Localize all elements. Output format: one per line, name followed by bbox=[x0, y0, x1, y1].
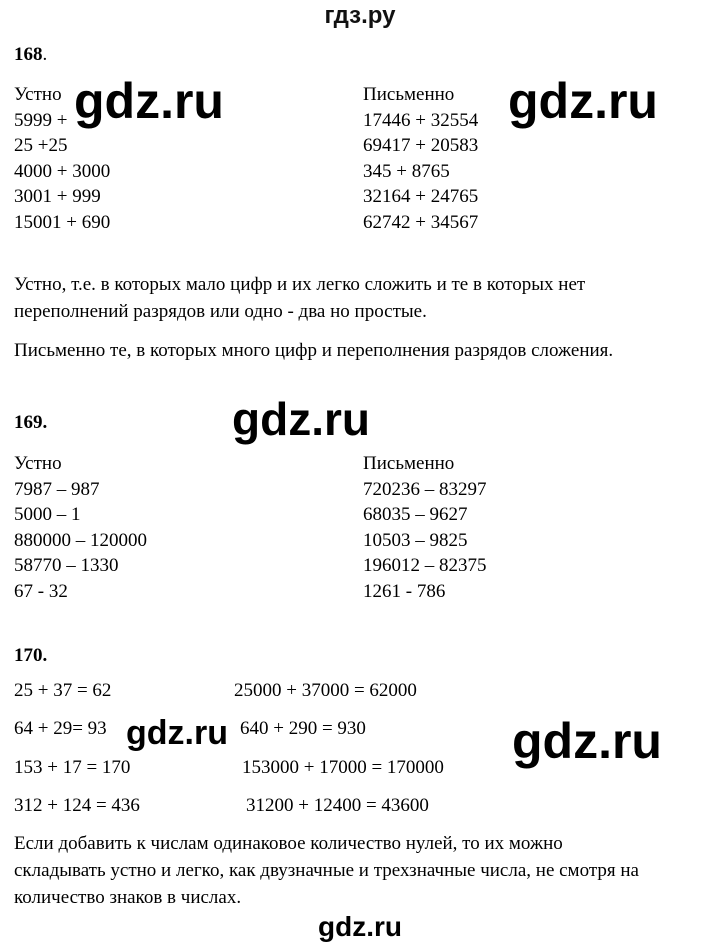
task-number-169: 169. bbox=[14, 412, 48, 433]
equation-right: 640 + 290 = 930 bbox=[240, 718, 366, 739]
task169-written-column bbox=[363, 451, 487, 604]
list-item: 58770 – 1330 bbox=[14, 555, 119, 576]
list-item: 720236 – 83297 bbox=[363, 478, 487, 500]
list-item: 345 + 8765 bbox=[363, 160, 450, 182]
conclusion-paragraph bbox=[14, 830, 639, 911]
task-number: 168 bbox=[14, 44, 43, 65]
list-item: 17446 + 32554 bbox=[363, 109, 479, 131]
task-number-168 bbox=[14, 44, 47, 66]
equation-left: 64 + 29= 93 bbox=[14, 718, 107, 739]
list-item: 25 +25 bbox=[14, 135, 68, 156]
equation-right: 153000 + 17000 = 170000 bbox=[242, 757, 444, 778]
list-item: 10503 – 9825 bbox=[363, 529, 468, 551]
watermark: gdz.ru bbox=[512, 713, 662, 769]
watermark: gdz.ru bbox=[508, 73, 658, 129]
written-heading: Письменно bbox=[363, 453, 455, 474]
list-item: 1261 - 786 bbox=[363, 580, 446, 602]
oral-heading: Устно bbox=[14, 84, 62, 105]
list-item: 62742 + 34567 bbox=[363, 211, 479, 233]
watermark-footer: gdz.ru bbox=[318, 911, 402, 942]
task168-written-column bbox=[363, 82, 478, 235]
list-item: 5000 – 1 bbox=[14, 504, 81, 525]
watermark: gdz.ru bbox=[74, 73, 224, 129]
list-item: 69417 + 20583 bbox=[363, 135, 479, 156]
equation-left: 312 + 124 = 436 bbox=[14, 795, 140, 816]
list-item: 880000 – 120000 bbox=[14, 529, 147, 551]
text-line: переполнений разрядов или одно - два но простые. bbox=[14, 301, 427, 322]
text-line: Если добавить к числам одинаковое количество нулей, то их можно bbox=[14, 833, 563, 854]
text-line: складывать устно и легко, как двузначные и трехзначные числа, не смотря на bbox=[14, 860, 639, 881]
text-line: количество знаков в числах. bbox=[14, 887, 242, 908]
list-item: 68035 – 9627 bbox=[363, 504, 468, 525]
equation-right: 31200 + 12400 = 43600 bbox=[246, 795, 429, 816]
list-item: 3001 + 999 bbox=[14, 186, 101, 207]
list-item: 15001 + 690 bbox=[14, 211, 111, 233]
explanation-paragraph: Письменно те, в которых много цифр и переполнения разрядов сложения. bbox=[14, 340, 614, 361]
list-item: 67 - 32 bbox=[14, 580, 68, 602]
list-item: 5999 + bbox=[14, 109, 68, 131]
list-item: 32164 + 24765 bbox=[363, 186, 479, 207]
equation-left: 153 + 17 = 170 bbox=[14, 757, 131, 778]
list-item: 7987 – 987 bbox=[14, 478, 100, 500]
site-header: гдз.ру bbox=[324, 2, 396, 29]
explanation-paragraph bbox=[14, 271, 585, 325]
list-item: 4000 + 3000 bbox=[14, 160, 111, 182]
written-heading: Письменно bbox=[363, 84, 455, 105]
task-number-170: 170. bbox=[14, 645, 48, 666]
equation-right: 25000 + 37000 = 62000 bbox=[234, 680, 417, 701]
equation-left: 25 + 37 = 62 bbox=[14, 680, 112, 701]
list-item: 196012 – 82375 bbox=[363, 555, 487, 576]
task-number-suffix: . bbox=[42, 44, 48, 65]
oral-heading: Устно bbox=[14, 453, 62, 474]
watermark: gdz.ru bbox=[232, 393, 370, 445]
text-line: Устно, т.е. в которых мало цифр и их легко сложить и те в которых нет bbox=[14, 274, 586, 295]
task169-oral-column bbox=[14, 451, 147, 604]
watermark: gdz.ru bbox=[126, 714, 228, 752]
